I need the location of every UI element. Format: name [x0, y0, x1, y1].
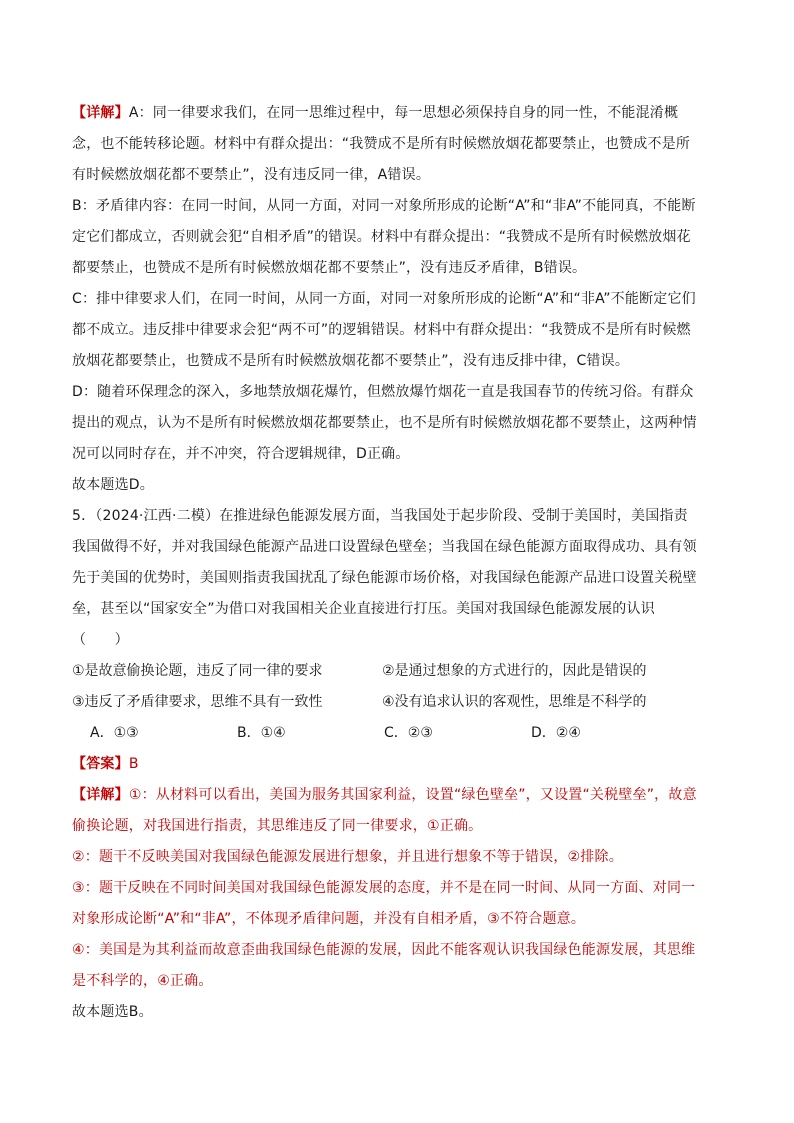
- q5-answer: [72, 749, 702, 780]
- q5-explain-3: ③：题干反映在不同时间美国对我国绿色能源发展的态度，并不是在同一时间、从同一方面、对同一对象形成论断“A”和“非A”，不体现矛盾律问题，并没有自相矛盾，③不符合题意。: [72, 880, 696, 927]
- q5-statement-1: ①是故意偷换论题，违反了同一律的要求: [72, 663, 323, 679]
- q4-option-b-analysis: B：矛盾律内容：在同一时间，从同一方面，对同一对象所形成的论断“A”和“非A”不能同真，不能断定它们都成立，否则就会犯“自相矛盾”的错误。材料中有群众提出：“我赞成不是所有时候燃放烟花都要禁止，也赞成不是所有时候燃放烟花都不要禁止”，没有违反矛盾律，B错误。: [72, 198, 696, 276]
- detail-tag: 【详解】: [72, 787, 129, 803]
- q4-option-d-analysis: D：随着环保理念的深入，多地禁放烟花爆竹，但燃放爆竹烟花一直是我国春节的传统习俗。有群众提出的观点，认为不是所有时候燃放烟花都要禁止，也不是所有时候燃放烟花都不要禁止，这两种情况可以同时存在，并不冲突，符合逻辑规律，D正确。: [72, 384, 697, 462]
- detail-tag: 【详解】: [72, 105, 129, 121]
- q5-choices: [72, 718, 702, 749]
- q5-statement-4: ④没有追求认识的客观性，思维是不科学的: [382, 694, 647, 710]
- q5-choice-a: A．①③: [90, 725, 139, 741]
- q5-conclusion: 故本题选B。: [72, 1004, 153, 1020]
- answer-tag: 【答案】: [72, 756, 129, 772]
- q5-statement-2: ②是通过想象的方式进行的，因此是错误的: [382, 663, 647, 679]
- q4-option-c-analysis: C：排中律要求人们，在同一时间，从同一方面，对同一对象所形成的论断“A”和“非A”不能断定它们都不成立。违反排中律要求会犯“两不可”的逻辑错误。材料中有群众提出：“我赞成不是所有时候燃放烟花都要禁止，也赞成不是所有时候燃放烟花都不要禁止”，没有违反排中律，C错误。: [72, 291, 696, 369]
- q5-explain-2: ②：题干不反映美国对我国绿色能源发展进行想象，并且进行想象不等于错误，②排除。: [72, 849, 623, 865]
- q5-statement-3: ③违反了矛盾律要求，思维不具有一致性: [72, 694, 323, 710]
- q4-conclusion: 故本题选D。: [72, 477, 154, 493]
- answer-value: B: [128, 756, 139, 772]
- q4-option-a-analysis: 【详解】A：同一律要求我们，在同一思维过程中，每一思想必须保持自身的同一性，不能混淆概念，也不能转移论题。材料中有群众提出：“我赞成不是所有时候燃放烟花都要禁止，也赞成不是所有时候燃放烟花都不要禁止”，没有违反同一律，A错误。: [72, 105, 691, 183]
- q5-choice-b: B．①④: [237, 725, 286, 741]
- q5-choice-c: C．②③: [384, 725, 433, 741]
- q5-explain-4: ④：美国是为其利益而故意歪曲我国绿色能源的发展，因此不能客观认识我国绿色能源发展，其思维是不科学的，④正确。: [72, 942, 696, 989]
- q5-choice-d: D．②④: [531, 725, 581, 741]
- q5-statements: [72, 656, 702, 718]
- q5-stem: 5．（2024·江西·二模）在推进绿色能源发展方面，当我国处于起步阶段、受制于美国时，美国指责我国做得不好，并对我国绿色能源产品进口设置绿色壁垒；当我国在绿色能源方面取得成功、具有领先于美国的优势时，美国则指责我国扰乱了绿色能源市场价格，对我国绿色能源产品进口设置关税壁垒，甚至以“国家安全”为借口对我国相关企业直接进行打压。美国对我国绿色能源发展的认识（ ）: [72, 508, 697, 648]
- q5-explain-1: 【详解】①：从材料可以看出，美国为服务其国家利益，设置“绿色壁垒”，又设置“关税壁垒”，故意偷换论题，对我国进行指责，其思维违反了同一律要求，①正确。: [72, 787, 697, 834]
